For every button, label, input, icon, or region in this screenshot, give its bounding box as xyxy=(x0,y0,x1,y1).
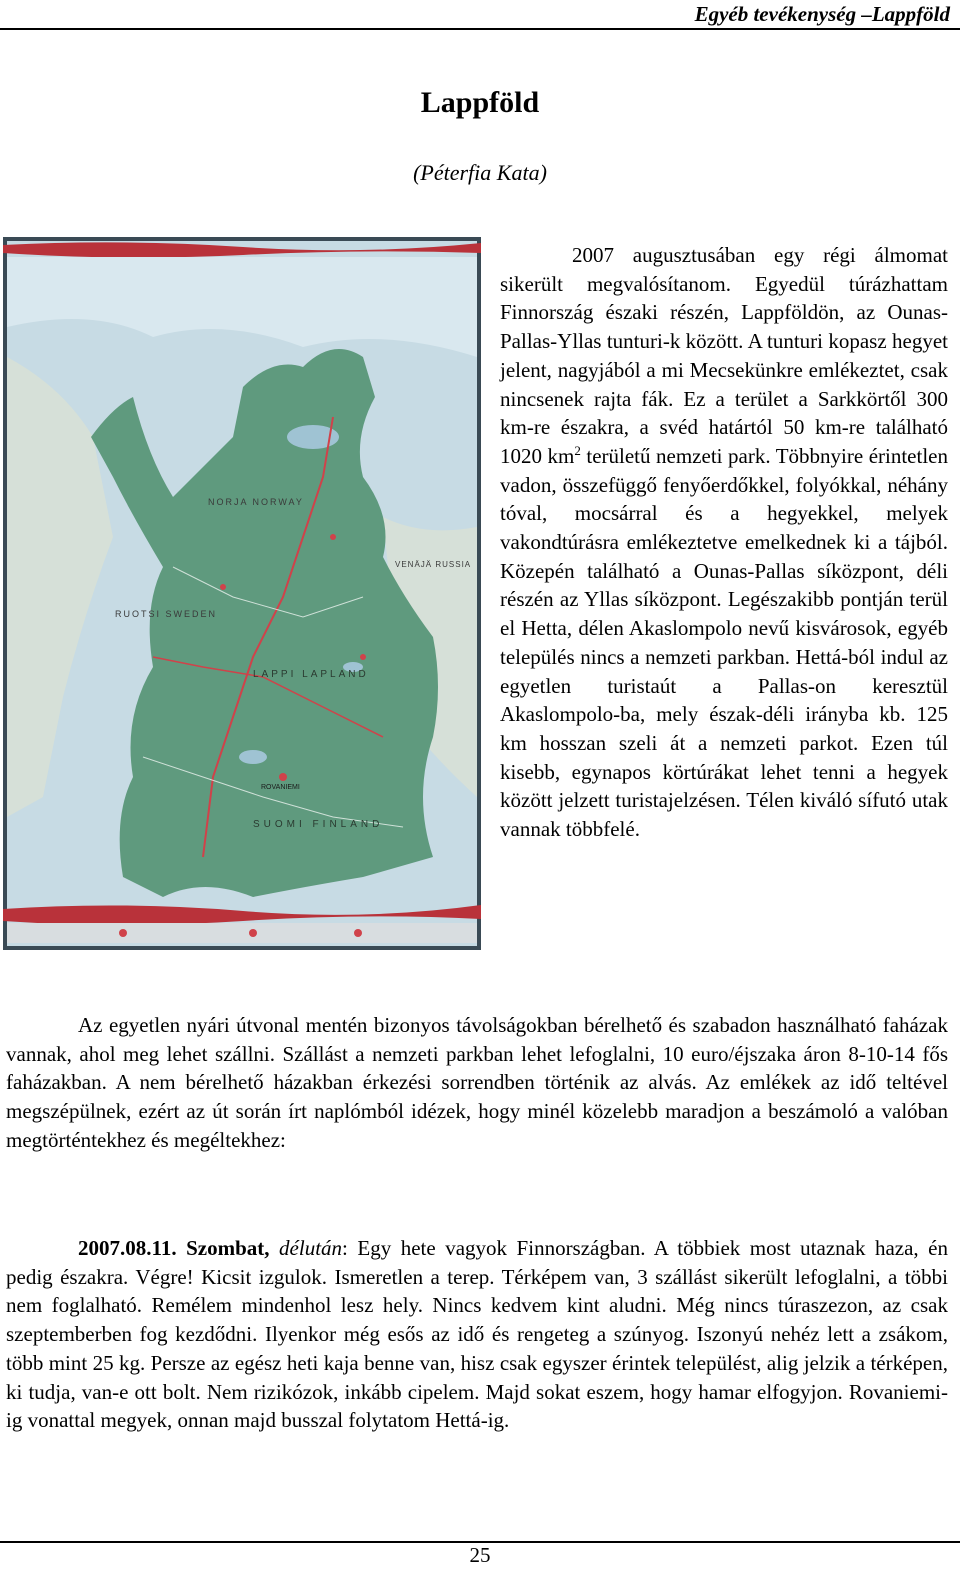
map-label-rovaniemi: ROVANIEMI xyxy=(261,784,300,791)
accommodation-paragraph: Az egyetlen nyári útvonal mentén bizonyos távolságokban bérelhető és szabadon használható faházak vannak, ahol meg lehet szállni. Szállást a nemzeti parkban lehet lefoglalni, 10 euro/éjszaka áron 8-10-14 fős faházakban. A nem bérelhető házakban érkezési sorrendben történik az alvás. Az emlékek az idő teltével megszépülnek, ezért az út során írt naplómból idézek, hogy minél közelebb maradjon a beszámoló a valóban megtörténtekhez és megéltekhez: xyxy=(6,1013,948,1152)
superscript-2: 2 xyxy=(574,442,581,458)
intro-text-column xyxy=(500,241,948,844)
article-author: (Péterfia Kata) xyxy=(413,160,547,185)
intro-paragraph: 2007 augusztusában egy régi álmomat sikerült megvalósítanom. Egyedül túrázhattam Finnország északi részén, Lappföldön, az Ounas-Pallas-Yllas tunturi-k között. A tunturi kopasz hegyet jelent, nagyjából a mi Mecsekünkre emlékeztet, csak nincsenek rajta fák. Ez a terület a Sarkkörtől 300 km-re északra, a svéd határtól 50 km-re található 1020 $km^2$ területű nemzeti park. Többnyire érintetlen vadon, összefüggő fenyőerdőkkel, folyókkal, néhány tóval, mocsárral és a hegyekkel, melyek vakondtúrásra emlékeztetve emelkednek ki a tájból. Közepén található a Ounas-Pallas síközpont, déli részén az Yllas síközpont. Legészakibb pontján terül el Hetta, délen Akaslompolo nevű kisvárosok, egyéb település nincs a nemzeti parkban. Hettá-ból indul az egyetlen turistaút a Pallas-on keresztül Akaslompolo-ba, mely észak-déli irányba kb. 125 km hosszan szeli át a nemzeti parkot. Ezen túl kisebb, egynapos körtúrákat lehet tenni a hegyek között jelzett turistajelzésen. Télen kiváló sífutó utak vannak többfelé. xyxy=(500,243,948,842)
header-rule xyxy=(0,28,960,30)
lapland-map xyxy=(3,237,481,950)
diary-day: Szombat, xyxy=(186,1236,270,1260)
map-label-russia: VENÄJÄ RUSSIA xyxy=(395,560,472,569)
page-number: 25 xyxy=(469,1543,491,1567)
running-title: Egyéb tevékenység –Lappföld xyxy=(694,2,950,26)
map-label-norway: NORJA NORWAY xyxy=(208,497,304,507)
map-label-sweden: RUOTSI SWEDEN xyxy=(115,609,218,619)
map-legend-band xyxy=(7,923,477,943)
diary-time: délután xyxy=(279,1236,343,1260)
article-title: Lappföld xyxy=(420,86,540,119)
map-label-lapland: LAPPI LAPLAND xyxy=(253,669,369,680)
diary-text: Egy hete vagyok Finnországban. A többiek most utaznak haza, én pedig északra. Végre! Kicsit izgulok. Ismeretlen a terep. Térképem van, 3 szállást sikerült lefoglalni, a többi nem foglalható. Remélem mindenhol lesz hely. Nincs kedvem kint aludni. Még nincs túraszezon, az csak szeptemberben fog kezdődni. Ilyenkor még esős az idő és rengeteg a szúnyog. Iszonyú nehéz lett a zsákom, több mint 25 kg. Persze az egész heti kaja benne van, hisz csak egyszer érintek települést, alig jelzik a térképen, ki tudja, van-e ott bolt. Nem rizikózok, inkább cipelem. Majd sokat eszem, hogy hamar elfogyjon. Rovaniemi-ig vonattal megyek, onnan majd busszal folytatom Hettá-ig. xyxy=(6,1236,949,1433)
page-header xyxy=(0,0,960,30)
diary-date: 2007.08.11. xyxy=(78,1236,177,1260)
diary-entry: 2007.08.11. Szombat, délután: Egy hete vagyok Finnországban. A többiek most utaznak haza, én pedig északra. Végre! Kicsit izgulok. Ismeretlen a terep. Térképem van, 3 szállást sikerült lefoglalni, a többi nem foglalható. Remélem mindenhol lesz hely. Nincs kedvem kint aludni. Még nincs túraszezon, az csak szeptemberben fog kezdődni. Ilyenkor még esős az idő és rengeteg a szúnyog. Iszonyú nehéz lett a zsákom, több mint 25 kg. Persze az egész heti kaja benne van, hisz csak egyszer érintek települést, alig jelzik a térképen, ki tudja, van-e ott bolt. Nem rizikózok, inkább cipelem. Majd sokat eszem, hogy hamar elfogyjon. Rovaniemi-ig vonattal megyek, onnan majd busszal folytatom Hettá-ig. xyxy=(6,1236,949,1433)
map-label-finland: SUOMI FINLAND xyxy=(253,819,384,830)
lapland-map-photo xyxy=(3,237,481,950)
